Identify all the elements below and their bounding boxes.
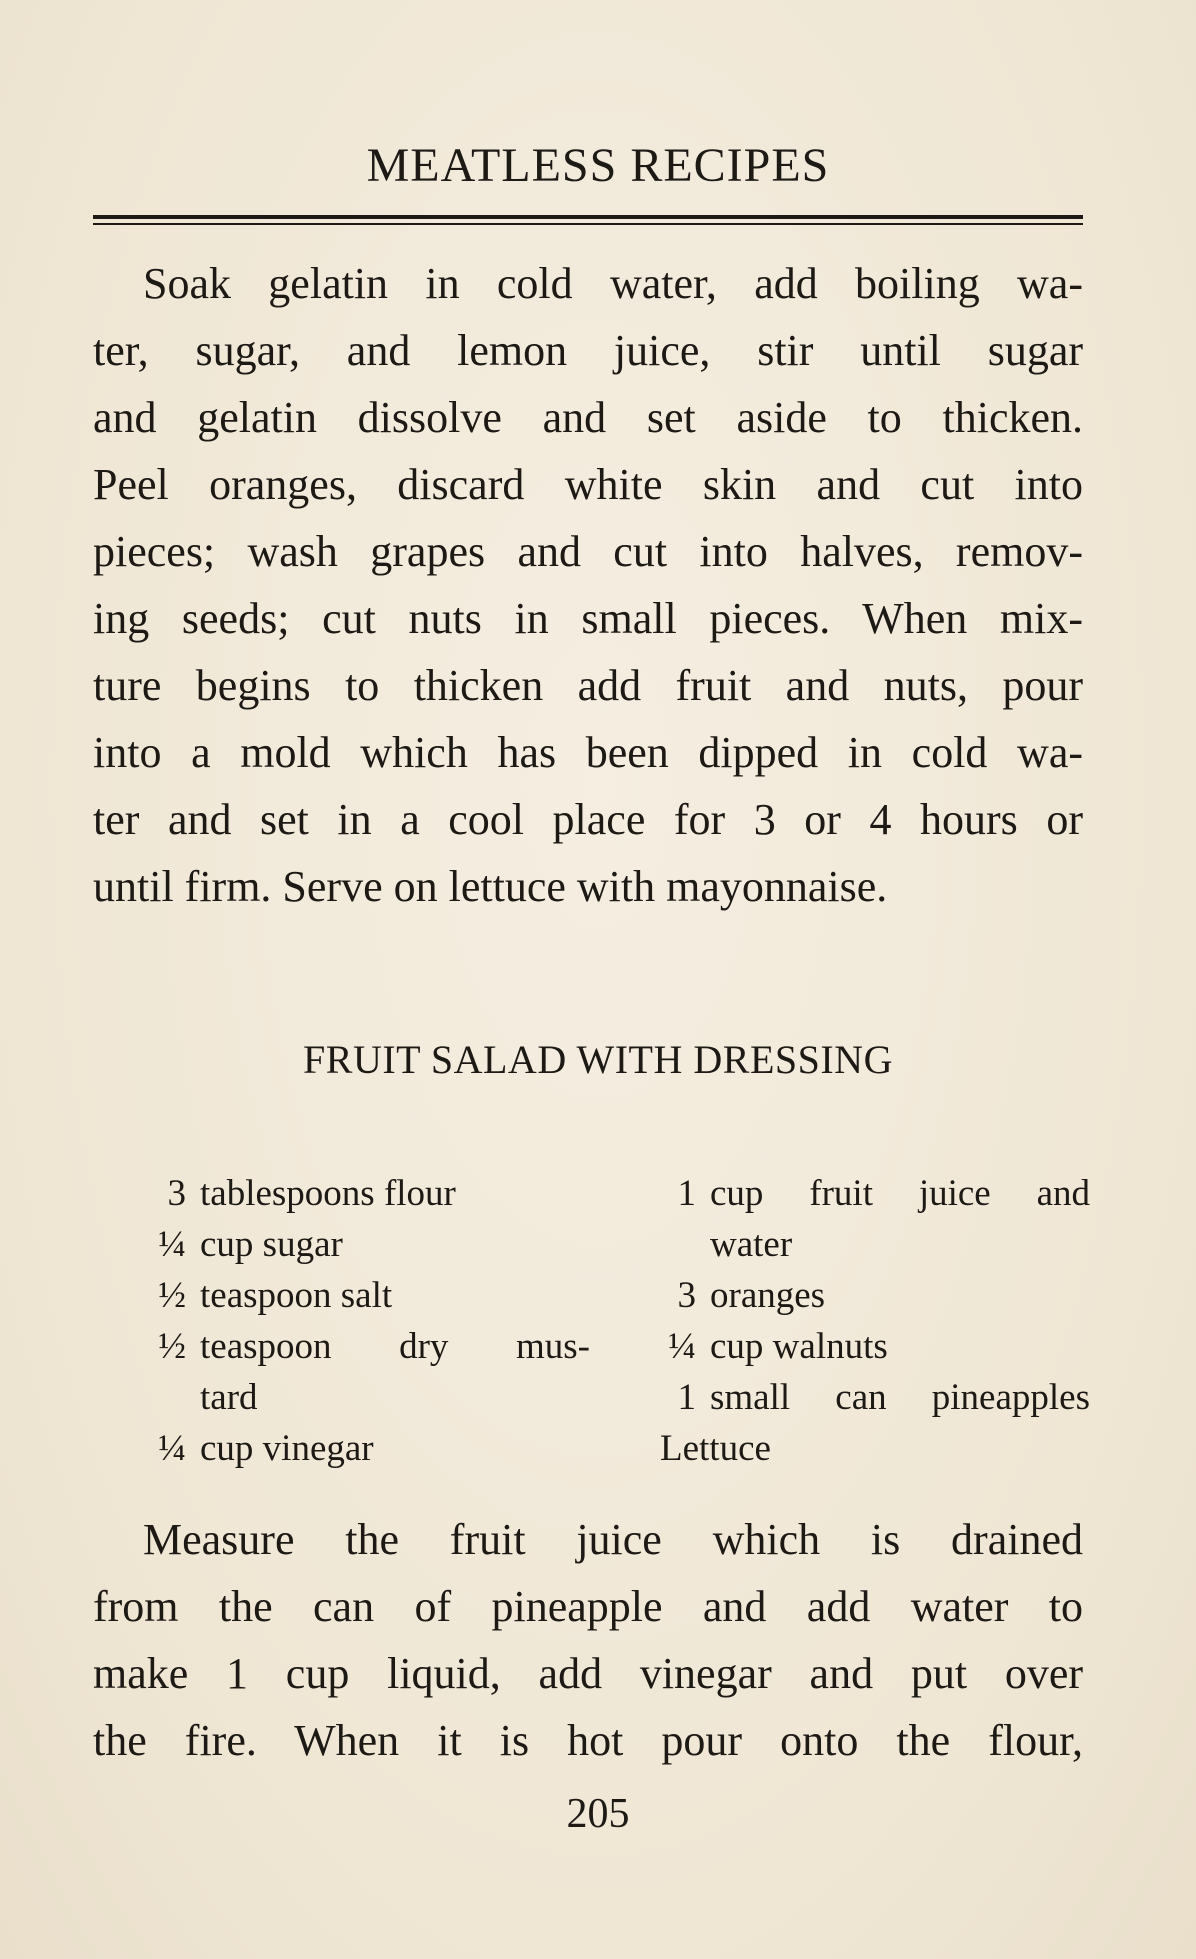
paragraph-line: ter and set in a cool place for 3 or 4 hours or (93, 795, 1083, 844)
ingredient-item (640, 1423, 1090, 1474)
ingredient-quantity (640, 1219, 710, 1270)
paragraph-line: until firm. Serve on lettuce with mayonnaise. (93, 862, 888, 911)
ingredient-item (130, 1168, 590, 1219)
ingredient-text: cup fruit juice and (710, 1173, 1090, 1214)
ingredient-quantity: ¼ (158, 1428, 186, 1469)
ingredient-item (640, 1321, 1090, 1372)
ingredient-text: tablespoons flour (200, 1173, 456, 1214)
paragraph-line: ter, sugar, and lemon juice, stir until sugar (93, 326, 1083, 375)
ingredient-quantity (130, 1372, 200, 1423)
paragraph-line: the fire. When it is hot pour onto the flour, (93, 1716, 1083, 1765)
ingredient-item (130, 1270, 590, 1321)
ingredient-text: cup sugar (200, 1224, 343, 1265)
method-paragraph-1 (93, 250, 1083, 920)
ingredient-text: small can pineapples (710, 1377, 1090, 1418)
paragraph-line: into a mold which has been dipped in cold wa- (93, 728, 1083, 777)
header-rule-thin (93, 223, 1083, 225)
header-rule-thick (93, 215, 1083, 219)
ingredient-quantity: 3 (677, 1275, 696, 1316)
ingredient-quantity: ¼ (158, 1224, 186, 1265)
paragraph-line: Soak gelatin in cold water, add boiling wa- (143, 259, 1083, 308)
ingredient-item (640, 1372, 1090, 1423)
ingredient-text: water (710, 1224, 793, 1265)
ingredient-text: cup walnuts (710, 1326, 888, 1367)
ingredient-text: cup vinegar (200, 1428, 374, 1469)
ingredient-item (640, 1270, 1090, 1321)
ingredient-quantity: ½ (158, 1275, 186, 1316)
ingredient-item (640, 1168, 1090, 1219)
recipe-title: FRUIT SALAD WITH DRESSING (303, 1037, 893, 1082)
paragraph-line: Peel oranges, discard white skin and cut into (93, 460, 1083, 509)
page-number: 205 (566, 1791, 630, 1837)
ingredient-text: teaspoon salt (200, 1275, 393, 1316)
ingredient-item (130, 1219, 590, 1270)
ingredient-quantity: 3 (167, 1173, 186, 1214)
ingredient-text: oranges (710, 1275, 826, 1316)
ingredient-quantity: 1 (677, 1377, 696, 1418)
method-paragraph-2 (93, 1506, 1083, 1774)
ingredient-item (130, 1372, 590, 1423)
ingredient-item (640, 1219, 1090, 1270)
running-head: MEATLESS RECIPES (366, 139, 830, 192)
paragraph-line: and gelatin dissolve and set aside to thicken. (93, 393, 1083, 442)
ingredient-quantity: ¼ (668, 1326, 696, 1367)
ingredient-text: Lettuce (660, 1428, 771, 1469)
ingredients-left-column (130, 1168, 590, 1474)
paragraph-line: pieces; wash grapes and cut into halves, remov- (93, 527, 1083, 576)
ingredient-quantity: 1 (677, 1173, 696, 1214)
ingredient-item (130, 1423, 590, 1474)
paragraph-line: ture begins to thicken add fruit and nuts, pour (93, 661, 1083, 710)
paragraph-line: ing seeds; cut nuts in small pieces. When mix- (93, 594, 1083, 643)
paragraph-line: Measure the fruit juice which is drained (143, 1515, 1083, 1564)
ingredient-item (130, 1321, 590, 1372)
ingredients-right-column (640, 1168, 1090, 1474)
paragraph-line: from the can of pineapple and add water to (93, 1582, 1083, 1631)
ingredient-quantity: ½ (158, 1326, 186, 1367)
ingredient-text: tard (200, 1377, 258, 1418)
ingredient-text: teaspoon dry mus- (200, 1326, 590, 1367)
paragraph-line: make 1 cup liquid, add vinegar and put over (93, 1649, 1083, 1698)
